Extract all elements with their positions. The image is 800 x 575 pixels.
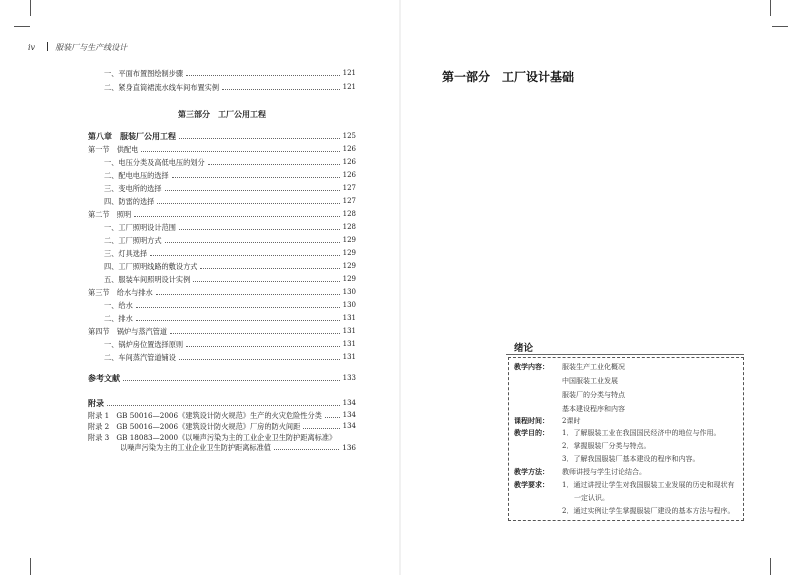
leader-dots [156, 294, 340, 295]
header-divider [47, 42, 48, 51]
toc-entry-label: 三、灯具选择 [104, 249, 148, 258]
class-hours-value: 2课时 [562, 417, 581, 425]
toc-page-number: 131 [342, 353, 356, 361]
leader-dots [165, 242, 340, 243]
toc-entry-label: 四、工厂照明线路的敷设方式 [104, 262, 198, 271]
toc-entry-label: 一、给水 [104, 301, 133, 310]
toc-page-number: 136 [342, 443, 356, 452]
teaching-content-item: 中国服装工业发展 [562, 377, 618, 385]
running-header [28, 42, 127, 53]
toc-entry[interactable] [104, 68, 356, 79]
toc-entry[interactable] [104, 352, 356, 363]
toc-page-number: 129 [342, 236, 356, 244]
toc-entry[interactable] [104, 339, 356, 350]
toc-page-number: 125 [342, 132, 356, 140]
leader-dots [136, 320, 340, 321]
toc-page-number: 129 [342, 275, 356, 283]
toc-appendix[interactable] [88, 398, 356, 409]
toc-section[interactable] [88, 287, 356, 298]
toc-entry-label: 二、紧身直筒裙流水线车间布置实例 [104, 83, 220, 92]
toc-appendix-continuation[interactable] [120, 443, 356, 453]
leader-dots [208, 164, 340, 165]
objectives-label: 教学目的： [514, 429, 549, 437]
toc-entry-label: 第二节 照明 [88, 210, 132, 219]
toc-entry-label: 四、防雷的选择 [104, 197, 155, 206]
leader-dots [170, 333, 340, 334]
toc-appendix-entry[interactable] [88, 421, 356, 432]
toc-page-number: 134 [342, 399, 356, 407]
leader-dots [141, 151, 339, 152]
leader-dots [200, 268, 339, 269]
toc-page-number: 131 [342, 340, 356, 348]
requirement-item: 2．通过实例让学生掌握服装厂建设的基本方法与程序。 [562, 507, 735, 515]
toc-entry[interactable] [104, 183, 356, 194]
leader-dots [179, 359, 340, 360]
leader-dots [186, 75, 340, 76]
part-title: 第一部分 工厂设计基础 [442, 70, 575, 84]
toc-page-number: 126 [342, 171, 356, 179]
toc-entry[interactable] [104, 235, 356, 246]
intro-rule [506, 354, 744, 355]
leader-dots [179, 229, 340, 230]
leader-dots [107, 405, 340, 406]
class-hours-label: 课程时间： [514, 417, 549, 425]
toc-entry-label: 第八章 服装厂公用工程 [88, 131, 176, 141]
toc-section[interactable] [88, 144, 356, 155]
leader-dots [136, 307, 340, 308]
toc-entry-label: 附录 2 GB 50016—2006《建筑设计防火规范》厂房的防火间距 [88, 422, 301, 431]
leader-dots [325, 417, 340, 418]
toc-entry[interactable] [104, 313, 356, 324]
toc-entry-label: 附录 1 GB 50016—2006《建筑设计防火规范》生产的火灾危险性分类 [88, 411, 322, 420]
toc-entry-label: 五、服装车间照明设计实例 [104, 275, 191, 284]
leader-dots [172, 177, 340, 178]
toc-entry[interactable] [104, 248, 356, 259]
toc-page-number: 134 [342, 422, 356, 430]
page-gutter [399, 0, 401, 575]
objective-item: 3．了解我国服装厂基本建设的程序和内容。 [562, 455, 700, 463]
teaching-content-item: 服装生产工业化概况 [562, 363, 625, 371]
toc-appendix-entry[interactable] [88, 432, 356, 443]
toc-entry-label: 附录 [88, 398, 104, 408]
leader-dots [222, 89, 340, 90]
toc-page-number: 121 [342, 83, 356, 91]
teaching-content-label: 教学内容： [514, 363, 549, 371]
toc-entry[interactable] [104, 274, 356, 285]
requirement-item: 1．通过讲授让学生对我国服装工业发展的历史和现状有 [562, 481, 735, 489]
toc-entry[interactable] [104, 196, 356, 207]
toc-entry-label: 第四节 锅炉与蒸汽管道 [88, 327, 168, 336]
toc-section[interactable] [88, 209, 356, 220]
toc-page-number: 130 [342, 301, 356, 309]
toc-page-number: 134 [342, 411, 356, 419]
leader-dots [165, 190, 340, 191]
toc-section[interactable] [88, 326, 356, 337]
toc-page-number: 127 [342, 184, 356, 192]
toc-entry-label: 二、排水 [104, 314, 133, 323]
toc-entry-label: 以噪声污染为主的工业企业卫生防护距离标准值 [120, 443, 271, 452]
crop-mark [30, 558, 31, 575]
part-heading: 第三部分 工厂公用工程 [178, 109, 266, 119]
toc-page-number: 128 [342, 210, 356, 218]
toc-entry-label: 一、锅炉房位置选择原则 [104, 340, 184, 349]
toc-entry[interactable] [104, 222, 356, 233]
objective-item: 1．了解服装工业在我国国民经济中的地位与作用。 [562, 429, 721, 437]
teaching-content-item: 服装厂的分类与特点 [562, 391, 625, 399]
methods-value: 教师讲授与学生讨论结合。 [562, 468, 646, 476]
toc-entry[interactable] [104, 82, 356, 93]
toc-appendix-entry[interactable] [88, 410, 356, 421]
requirements-label: 教学要求： [514, 481, 549, 489]
leader-dots [134, 216, 339, 217]
crop-mark [30, 0, 31, 16]
toc-entry[interactable] [104, 300, 356, 311]
toc-references[interactable] [88, 373, 356, 384]
crop-mark [770, 558, 771, 575]
leader-dots [150, 255, 339, 256]
toc-entry-label: 第一节 供配电 [88, 145, 139, 154]
toc-entry[interactable] [104, 170, 356, 181]
toc-entry-label: 一、电压分类及高低电压的划分 [104, 158, 205, 167]
crop-mark [770, 0, 771, 16]
toc-page-number: 130 [342, 288, 356, 296]
toc-entry-label: 第三节 给水与排水 [88, 288, 153, 297]
toc-page-number: 129 [342, 262, 356, 270]
toc-entry[interactable] [104, 261, 356, 272]
methods-label: 教学方法： [514, 468, 549, 476]
teaching-content-item: 基本建设程序和内容 [562, 405, 625, 413]
running-title: 服装厂与生产线设计 [55, 43, 128, 52]
leader-dots [303, 428, 339, 429]
toc-page-number: 128 [342, 223, 356, 231]
toc-chapter[interactable] [88, 131, 356, 142]
toc-page-number: 131 [342, 314, 356, 322]
crop-mark [772, 26, 788, 27]
toc-entry-label: 二、工厂照明方式 [104, 236, 162, 245]
toc-entry-label: 三、变电所的选择 [104, 184, 162, 193]
toc-page-number: 133 [342, 374, 356, 382]
leader-dots [179, 138, 340, 139]
toc-entry-label: 二、配电电压的选择 [104, 171, 169, 180]
toc-entry-label: 一、工厂照明设计范围 [104, 223, 176, 232]
requirement-item: 一定认识。 [574, 494, 609, 502]
toc-page-number: 126 [342, 145, 356, 153]
toc-entry-label: 二、车间蒸汽管道铺设 [104, 353, 176, 362]
leader-dots [123, 380, 340, 381]
toc-page-number: 127 [342, 197, 356, 205]
toc-page-number: 131 [342, 327, 356, 335]
leader-dots [186, 346, 340, 347]
intro-box [508, 357, 744, 521]
leader-dots [157, 203, 339, 204]
toc-entry-label: 参考文献 [88, 373, 120, 383]
toc-entry-label: 一、平面布置图绘制步骤 [104, 69, 184, 78]
leader-dots [193, 281, 339, 282]
objective-item: 2．掌握服装厂分类与特点。 [562, 442, 651, 450]
toc-page-number: 121 [342, 69, 356, 77]
toc-page-number: 129 [342, 249, 356, 257]
leader-dots [274, 443, 339, 450]
page-number: iv [28, 43, 36, 52]
crop-mark [14, 26, 30, 27]
toc-entry-label: 附录 3 GB 18083—2000《以噪声污染为主的工业企业卫生防护距离标准》 [88, 433, 337, 442]
intro-title: 绪论 [514, 343, 534, 354]
toc-page-number: 126 [342, 158, 356, 166]
toc-entry[interactable] [104, 157, 356, 168]
